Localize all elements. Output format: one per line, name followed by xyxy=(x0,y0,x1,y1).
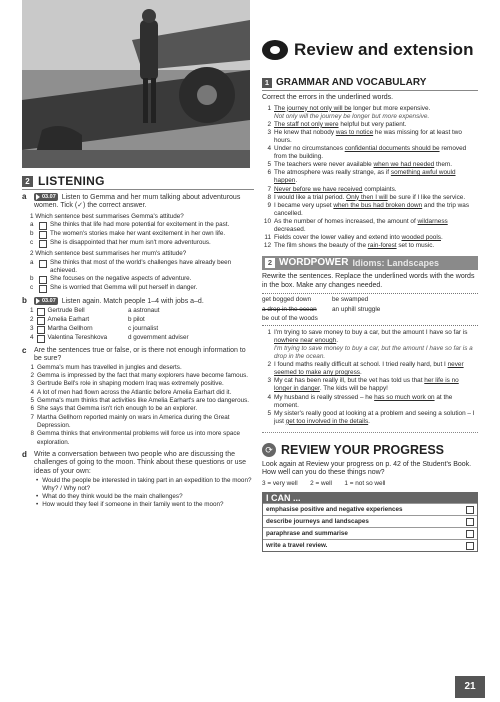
task-instruction: Are the sentences true or false, or is there not enough information to be sure? xyxy=(34,346,246,363)
option: a She thinks that most of the world's challenges have already been achieved. xyxy=(30,258,232,274)
wordpower-instruction: Rewrite the sentences. Replace the underlined words with the words in the box. Make any changes needed. xyxy=(262,273,475,289)
list-item: 1 Gemma's mum has travelled in jungles and deserts. xyxy=(30,363,182,371)
bullet-item: • How would they feel if someone in their family went to the moon? xyxy=(36,501,224,509)
task-d: d Write a conversation between two people who are discussing the challenges of going to the moon. Think about these questions or use ideas of your own: xyxy=(22,451,254,477)
ican-row: write a travel review. xyxy=(263,539,477,551)
task-letter: a xyxy=(22,192,27,201)
task-instruction: Listen to Gemma and her mum talking about adventurous women. Tick (✓) the correct answer. xyxy=(34,193,241,210)
list-item: 8 Gemma thinks that environmental problems will force us into more space exploration. xyxy=(30,430,240,446)
option: a She thinks that life had more potential for excitement in the past. xyxy=(30,221,230,229)
section-rule xyxy=(22,189,254,190)
tick-box[interactable] xyxy=(39,222,47,230)
grammar-item: 10 As the number of homes increased, the amount of wildarness decreased. xyxy=(263,217,448,233)
grammar-item: 12 The film shows the beauty of the rain-forest set to music. xyxy=(263,242,435,250)
eye-icon xyxy=(262,40,288,60)
match-row: 4 Valentina Tereshkova d government adviser xyxy=(30,333,189,341)
word-box xyxy=(262,293,478,325)
bullet-item: • What do they think would be the main challenges? xyxy=(36,493,183,501)
section-title: LISTENING xyxy=(38,174,105,189)
task-b: b 03.07 Listen again. Match people 1–4 with jobs a–d. xyxy=(22,296,204,306)
progress-header: ⟳ REVIEW YOUR PROGRESS xyxy=(262,443,478,457)
wordpower-example: I'm trying to save money to buy a car, but the amount I have so far is a drop in the ocean. xyxy=(274,344,473,361)
listening-section xyxy=(22,176,254,510)
grammar-item: 1 The journey not only will be longer but more expensive. xyxy=(267,104,431,112)
audio-play-button[interactable]: 03.07 xyxy=(34,193,58,201)
task-c: c Are the sentences true or false, or is there not enough information to be sure? xyxy=(22,347,254,364)
rating-box[interactable] xyxy=(466,506,474,514)
refresh-icon: ⟳ xyxy=(262,443,276,457)
grammar-item: 11 Fields cover the lower valley and extend into wooded pools. xyxy=(264,234,443,242)
option: c She is disappointed that her mum isn't more adventurous. xyxy=(30,239,211,247)
grammar-item: 5 The teachers were never available when we had needed them. xyxy=(267,161,452,169)
question-1: 1 Which sentence best summarises Gemma's attitude? xyxy=(30,213,184,221)
ican-heading: I CAN ... xyxy=(263,493,477,503)
tick-box[interactable] xyxy=(39,260,47,268)
ican-row: describe journeys and landscapes xyxy=(263,515,477,527)
match-row: 3 Martha Gellhorn c journalist xyxy=(30,324,159,332)
rating-box[interactable] xyxy=(466,542,474,550)
photo-aviator-plane xyxy=(22,0,250,168)
section-number: 2 xyxy=(22,176,33,187)
word-option: get bogged down xyxy=(262,296,312,304)
question-2: 2 Which sentence best summarises her mum's attitude? xyxy=(30,250,187,258)
rating-box[interactable] xyxy=(466,530,474,538)
bullet-item: • Would the people be interested in taking part in an expedition to the moon? Why? / Why not? xyxy=(36,476,252,492)
wordpower-header: 2 WORDPOWER Idioms: Landscapes xyxy=(262,256,478,270)
task-a xyxy=(22,193,254,211)
grammar-item: 8 I would like a trial period. Only then I will be sure if I like the service. xyxy=(267,193,466,201)
progress-scale: 3 = very well 2 = well 1 = not so well xyxy=(262,480,386,488)
tick-box[interactable] xyxy=(39,285,47,293)
list-item: 4 A lot of men had flown across the Atlantic before Amelia Earhart did it. xyxy=(30,388,232,396)
audio-play-button[interactable]: 03.07 xyxy=(34,297,58,305)
list-item: 7 Martha Gellhorn reported mainly on wars in America during the Great Depression. xyxy=(30,413,230,429)
wordpower-item: 1 I'm trying to save money to buy a car, but the amount I have so far is nowhere near enough. xyxy=(267,328,468,344)
wordpower-item: 2 I found maths really difficult at school. I tried really hard, but I never seemed to make any progress. xyxy=(267,361,464,377)
wordpower-item: 4 My husband is really stressed – he has so much work on at the moment. xyxy=(267,393,453,409)
grammar-item: 9 I became very upset when the bus had broken down and the trip was cancelled. xyxy=(267,201,470,217)
review-header xyxy=(262,40,474,60)
option: b She focuses on the negative aspects of adventure. xyxy=(30,275,192,283)
list-item: 6 She says that Gemma isn't rich enough to be an explorer. xyxy=(30,405,198,413)
rating-box[interactable] xyxy=(466,518,474,526)
tick-box[interactable] xyxy=(39,231,47,239)
task-instruction: Listen again. Match people 1–4 with jobs a–d. xyxy=(61,298,204,306)
wordpower-item: 3 My cat has been really ill, but the vet has told us that her life is no longer in danger. The kids will be happy! xyxy=(267,377,459,393)
page-number: 21 xyxy=(455,676,485,698)
grammar-item: 4 Under no circumstances confidential documents should be removed from the building. xyxy=(267,145,467,161)
answer-box[interactable] xyxy=(37,317,45,325)
word-option: be out of the woods xyxy=(262,314,318,322)
grammar-item: 3 He knew that nobody was to notice he was missing for at least two hours. xyxy=(267,128,462,144)
wordpower-item: 5 My sister's really good at looking at a problem and seeing a solution – I just get too involved in the details. xyxy=(267,409,475,425)
list-item: 3 Gertrude Bell's role in shaping modern Iraq was extremely positive. xyxy=(30,380,224,388)
option: b The women's stories make her want excitement in her own life. xyxy=(30,230,226,238)
grammar-header: 1 GRAMMAR AND VOCABULARY xyxy=(262,78,478,88)
list-item: 2 Gemma is impressed by the fact that many explorers have become famous. xyxy=(30,372,249,380)
page-title: Review and extension xyxy=(294,40,474,59)
play-icon xyxy=(36,298,40,304)
list-item: 5 Gemma's mum thinks that activities like Amelia Earhart's are too dangerous. xyxy=(30,397,250,405)
tick-box[interactable] xyxy=(39,276,47,284)
word-option-used: a drop in the ocean xyxy=(262,305,317,313)
word-option: an uphill struggle xyxy=(332,305,381,313)
grammar-instruction: Correct the errors in the underlined words. xyxy=(262,94,394,101)
answer-box[interactable] xyxy=(37,326,45,334)
grammar-item: 7 Never before we have received complaints. xyxy=(267,185,397,193)
ican-table xyxy=(262,492,478,552)
answer-box[interactable] xyxy=(37,335,45,343)
grammar-item: 6 The atmosphere was really strange, as if something awful would happen. xyxy=(267,169,456,185)
task-instruction: Write a conversation between two people who are discussing the challenges of going to the moon. Think about these questions or use ideas of your own: xyxy=(34,450,246,475)
progress-instruction: Look again at Review your progress on p. 42 of the Student's Book. How well can you do these things now? xyxy=(262,460,472,477)
ican-row: paraphrase and summarise xyxy=(263,527,477,539)
match-row: 2 Amelia Earhart b pilot xyxy=(30,315,145,323)
review-section xyxy=(262,78,478,552)
word-option: be swamped xyxy=(332,296,369,304)
grammar-item: 2 The staff not only were helpful but very patient. xyxy=(267,120,407,128)
play-icon xyxy=(36,194,40,200)
answer-box[interactable] xyxy=(37,308,45,316)
match-row: 1 Gertrude Bell a astronaut xyxy=(30,306,160,314)
grammar-example: Not only will the journey be longer but more expensive. xyxy=(274,112,430,120)
ican-row: emphasise positive and negative experiences xyxy=(263,503,477,515)
tick-box[interactable] xyxy=(39,240,47,248)
option: c She is worried that Gemma will put herself in danger. xyxy=(30,284,198,292)
